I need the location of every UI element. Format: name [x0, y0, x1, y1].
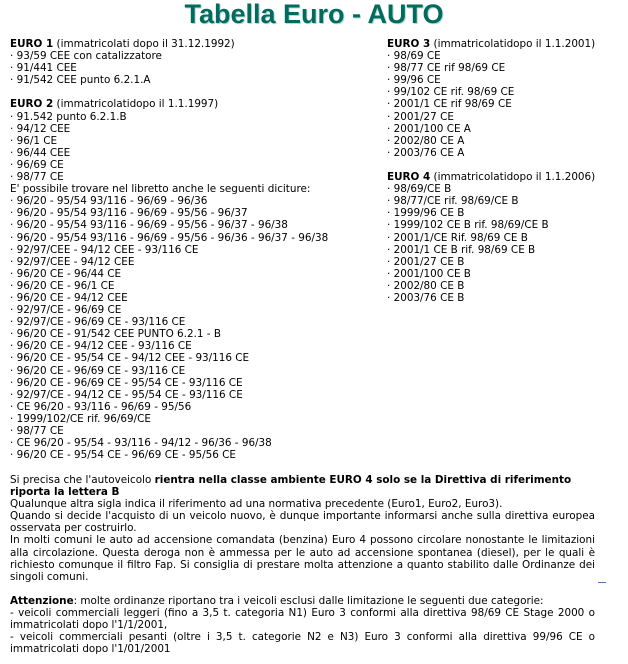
- notes-section: [10, 474, 595, 655]
- euro2-extra-item: · 96/20 CE - 96/69 CE - 93/116 CE: [10, 365, 382, 377]
- note-euro4-bold: rientra nella classe ambiente EURO 4 solo se la Direttiva di riferimento riporta la lettera B: [10, 474, 572, 499]
- left-column: [10, 38, 382, 461]
- euro2-extra-item: · 1999/102/CE rif. 96/69/CE: [10, 413, 382, 425]
- attention-label: Attenzione: [10, 594, 74, 607]
- euro2-note: E' possibile trovare nel libretto anche le seguenti diciture:: [10, 183, 311, 196]
- euro3-heading: [387, 38, 623, 50]
- euro1-item: · 93/59 CEE con catalizzatore: [10, 50, 382, 62]
- euro2-extra-item: · 92/97/CE - 96/69 CE - 93/116 CE: [10, 316, 382, 328]
- divider-mark: [598, 582, 606, 583]
- note-municipal-limits: In molti comuni le auto ad accensione comandata (benzina) Euro 4 possono circolare nonostante le limitazioni alla circolazione. Questa deroga non è ammessa per le auto ad accensione spontanea (diesel), per le quali è richiesto comunque il filtro Fap. Si consiglia di prestare molta attenzione a quanto stabilito dalle Ordinanze dei singoli comuni.: [10, 534, 595, 583]
- euro3-subtitle: (immatricolatidopo il 1.1.2001): [430, 38, 596, 50]
- euro4-list: [387, 183, 623, 304]
- right-column: [387, 38, 623, 304]
- euro2-extra-item: · 92/97/CE - 96/69 CE: [10, 304, 382, 316]
- euro3-item: · 2001/1 CE rif 98/69 CE: [387, 98, 623, 110]
- euro4-item: · 1999/102 CE B rif. 98/69/CE B: [387, 219, 623, 231]
- note-euro4-condition: [10, 474, 595, 498]
- euro3-item: · 98/69 CE: [387, 50, 623, 62]
- attention-light-vehicles: - veicoli commerciali leggeri (fino a 3,5 t. categoria N1) Euro 3 conformi alla direttiva 98/69 CE Stage 2000 o immatricolati dopo l'1/1/2001,: [10, 606, 595, 632]
- euro4-item: · 2001/1 CE B rif. 98/69 CE B: [387, 244, 623, 256]
- note-euro4-prefix: Si precisa che l'autoveicolo: [10, 474, 155, 486]
- euro2-item: · 91.542 punto 6.2.1.B: [10, 111, 382, 123]
- note-other-codes: Qualunque altra sigla indica il riferimento ad una normativa precedente (Euro1, Euro2, Euro3).: [10, 498, 503, 511]
- euro4-heading: [387, 171, 623, 183]
- euro2-extra-item: · 96/20 CE - 91/542 CEE PUNTO 6.2.1 - B: [10, 328, 382, 340]
- euro2-extra-item: · CE 96/20 - 93/116 - 96/69 - 95/56: [10, 401, 382, 413]
- euro2-item: · 96/44 CEE: [10, 147, 382, 159]
- euro2-item: · 98/77 CE: [10, 171, 382, 183]
- euro4-item: · 98/69/CE B: [387, 183, 623, 195]
- euro3-item: · 2002/80 CE A: [387, 135, 623, 147]
- euro2-item: · 96/69 CE: [10, 159, 382, 171]
- euro2-heading: [10, 98, 382, 110]
- euro2-item: · 94/12 CEE: [10, 123, 382, 135]
- euro4-item: · 2001/1/CE Rif. 98/69 CE B: [387, 232, 623, 244]
- euro2-extra-item: · CE 96/20 - 95/54 - 93/116 - 94/12 - 96/36 - 96/38: [10, 437, 382, 449]
- euro2-extra-item: · 98/77 CE: [10, 425, 382, 437]
- attention-note: [10, 595, 595, 607]
- euro1-item: · 91/441 CEE: [10, 62, 382, 74]
- euro2-extra-list: [10, 195, 382, 461]
- euro2-extra-item: · 96/20 - 95/54 93/116 - 96/69 - 95/56 - 96/37: [10, 207, 382, 219]
- euro4-item: · 2002/80 CE B: [387, 280, 623, 292]
- euro3-list: [387, 50, 623, 159]
- euro2-extra-item: · 96/20 - 95/54 93/116 - 96/69 - 96/36: [10, 195, 382, 207]
- page-title: Tabella Euro - AUTO: [184, 0, 444, 29]
- euro2-extra-item: · 96/20 CE - 96/69 CE - 95/54 CE - 93/116 CE: [10, 377, 382, 389]
- euro2-extra-item: · 96/20 CE - 95/54 CE - 96/69 CE - 95/56 CE: [10, 449, 382, 461]
- euro3-item: · 99/96 CE: [387, 74, 623, 86]
- euro4-item: · 1999/96 CE B: [387, 207, 623, 219]
- euro2-subtitle: (immatricolatidopo il 1.1.1997): [53, 98, 219, 111]
- euro3-item: · 2001/100 CE A: [387, 123, 623, 135]
- euro4-item: · 2003/76 CE B: [387, 292, 623, 304]
- euro3-item: · 2003/76 CE A: [387, 147, 623, 159]
- euro2-extra-item: · 96/20 CE - 95/54 CE - 94/12 CEE - 93/116 CE: [10, 352, 382, 364]
- euro1-label: EURO 1: [10, 38, 54, 50]
- euro4-label: EURO 4: [387, 171, 431, 184]
- euro2-extra-item: · 96/20 CE - 94/12 CEE - 93/116 CE: [10, 340, 382, 352]
- euro4-subtitle: (immatricolatidopo il 1.1.2006): [430, 171, 596, 184]
- euro4-item: · 98/77/CE rif. 98/69/CE B: [387, 195, 623, 207]
- euro2-extra-item: · 96/20 - 95/54 93/116 - 96/69 - 95/56 - 96/36 - 96/37 - 96/38: [10, 232, 382, 244]
- euro2-extra-item: · 92/97/CE - 94/12 CE - 95/54 CE - 93/116 CE: [10, 389, 382, 401]
- attention-heavy-vehicles: - veicoli commerciali pesanti (oltre i 3,5 t. categorie N2 e N3) Euro 3 conformi alla direttiva 99/96 CE o immatricolati dopo l'1/01/2001: [10, 631, 595, 656]
- euro2-extra-item: · 92/97/CEE - 94/12 CEE - 93/116 CE: [10, 244, 382, 256]
- euro2-label: EURO 2: [10, 98, 54, 111]
- euro2-list: [10, 111, 382, 184]
- euro3-item: · 98/77 CE rif 98/69 CE: [387, 62, 623, 74]
- euro2-extra-item: · 92/97/CEE - 94/12 CEE: [10, 256, 382, 268]
- euro2-extra-item: · 96/20 CE - 96/1 CE: [10, 280, 382, 292]
- euro4-item: · 2001/27 CE B: [387, 256, 623, 268]
- attention-text: : molte ordinanze riportano tra i veicoli esclusi dalle limitazione le seguenti due categorie:: [73, 594, 544, 607]
- euro1-item: · 91/542 CEE punto 6.2.1.A: [10, 74, 382, 86]
- euro2-extra-item: · 96/20 CE - 94/12 CEE: [10, 292, 382, 304]
- note-purchase-advice: Quando si decide l'acquisto di un veicolo nuovo, è dunque importante informarsi anche sulla direttiva europea osservata per costruirlo.: [10, 510, 595, 535]
- euro2-extra-item: · 96/20 CE - 96/44 CE: [10, 268, 382, 280]
- euro4-item: · 2001/100 CE B: [387, 268, 623, 280]
- euro1-heading: [10, 38, 382, 50]
- euro2-item: · 96/1 CE: [10, 135, 382, 147]
- euro2-extra-item: · 96/20 - 95/54 93/116 - 96/69 - 95/56 - 96/37 - 96/38: [10, 219, 382, 231]
- euro1-list: [10, 50, 382, 86]
- euro1-subtitle: (immatricolati dopo il 31.12.1992): [53, 38, 235, 50]
- euro3-item: · 99/102 CE rif. 98/69 CE: [387, 86, 623, 98]
- euro3-label: EURO 3: [387, 38, 431, 50]
- euro3-item: · 2001/27 CE: [387, 111, 623, 123]
